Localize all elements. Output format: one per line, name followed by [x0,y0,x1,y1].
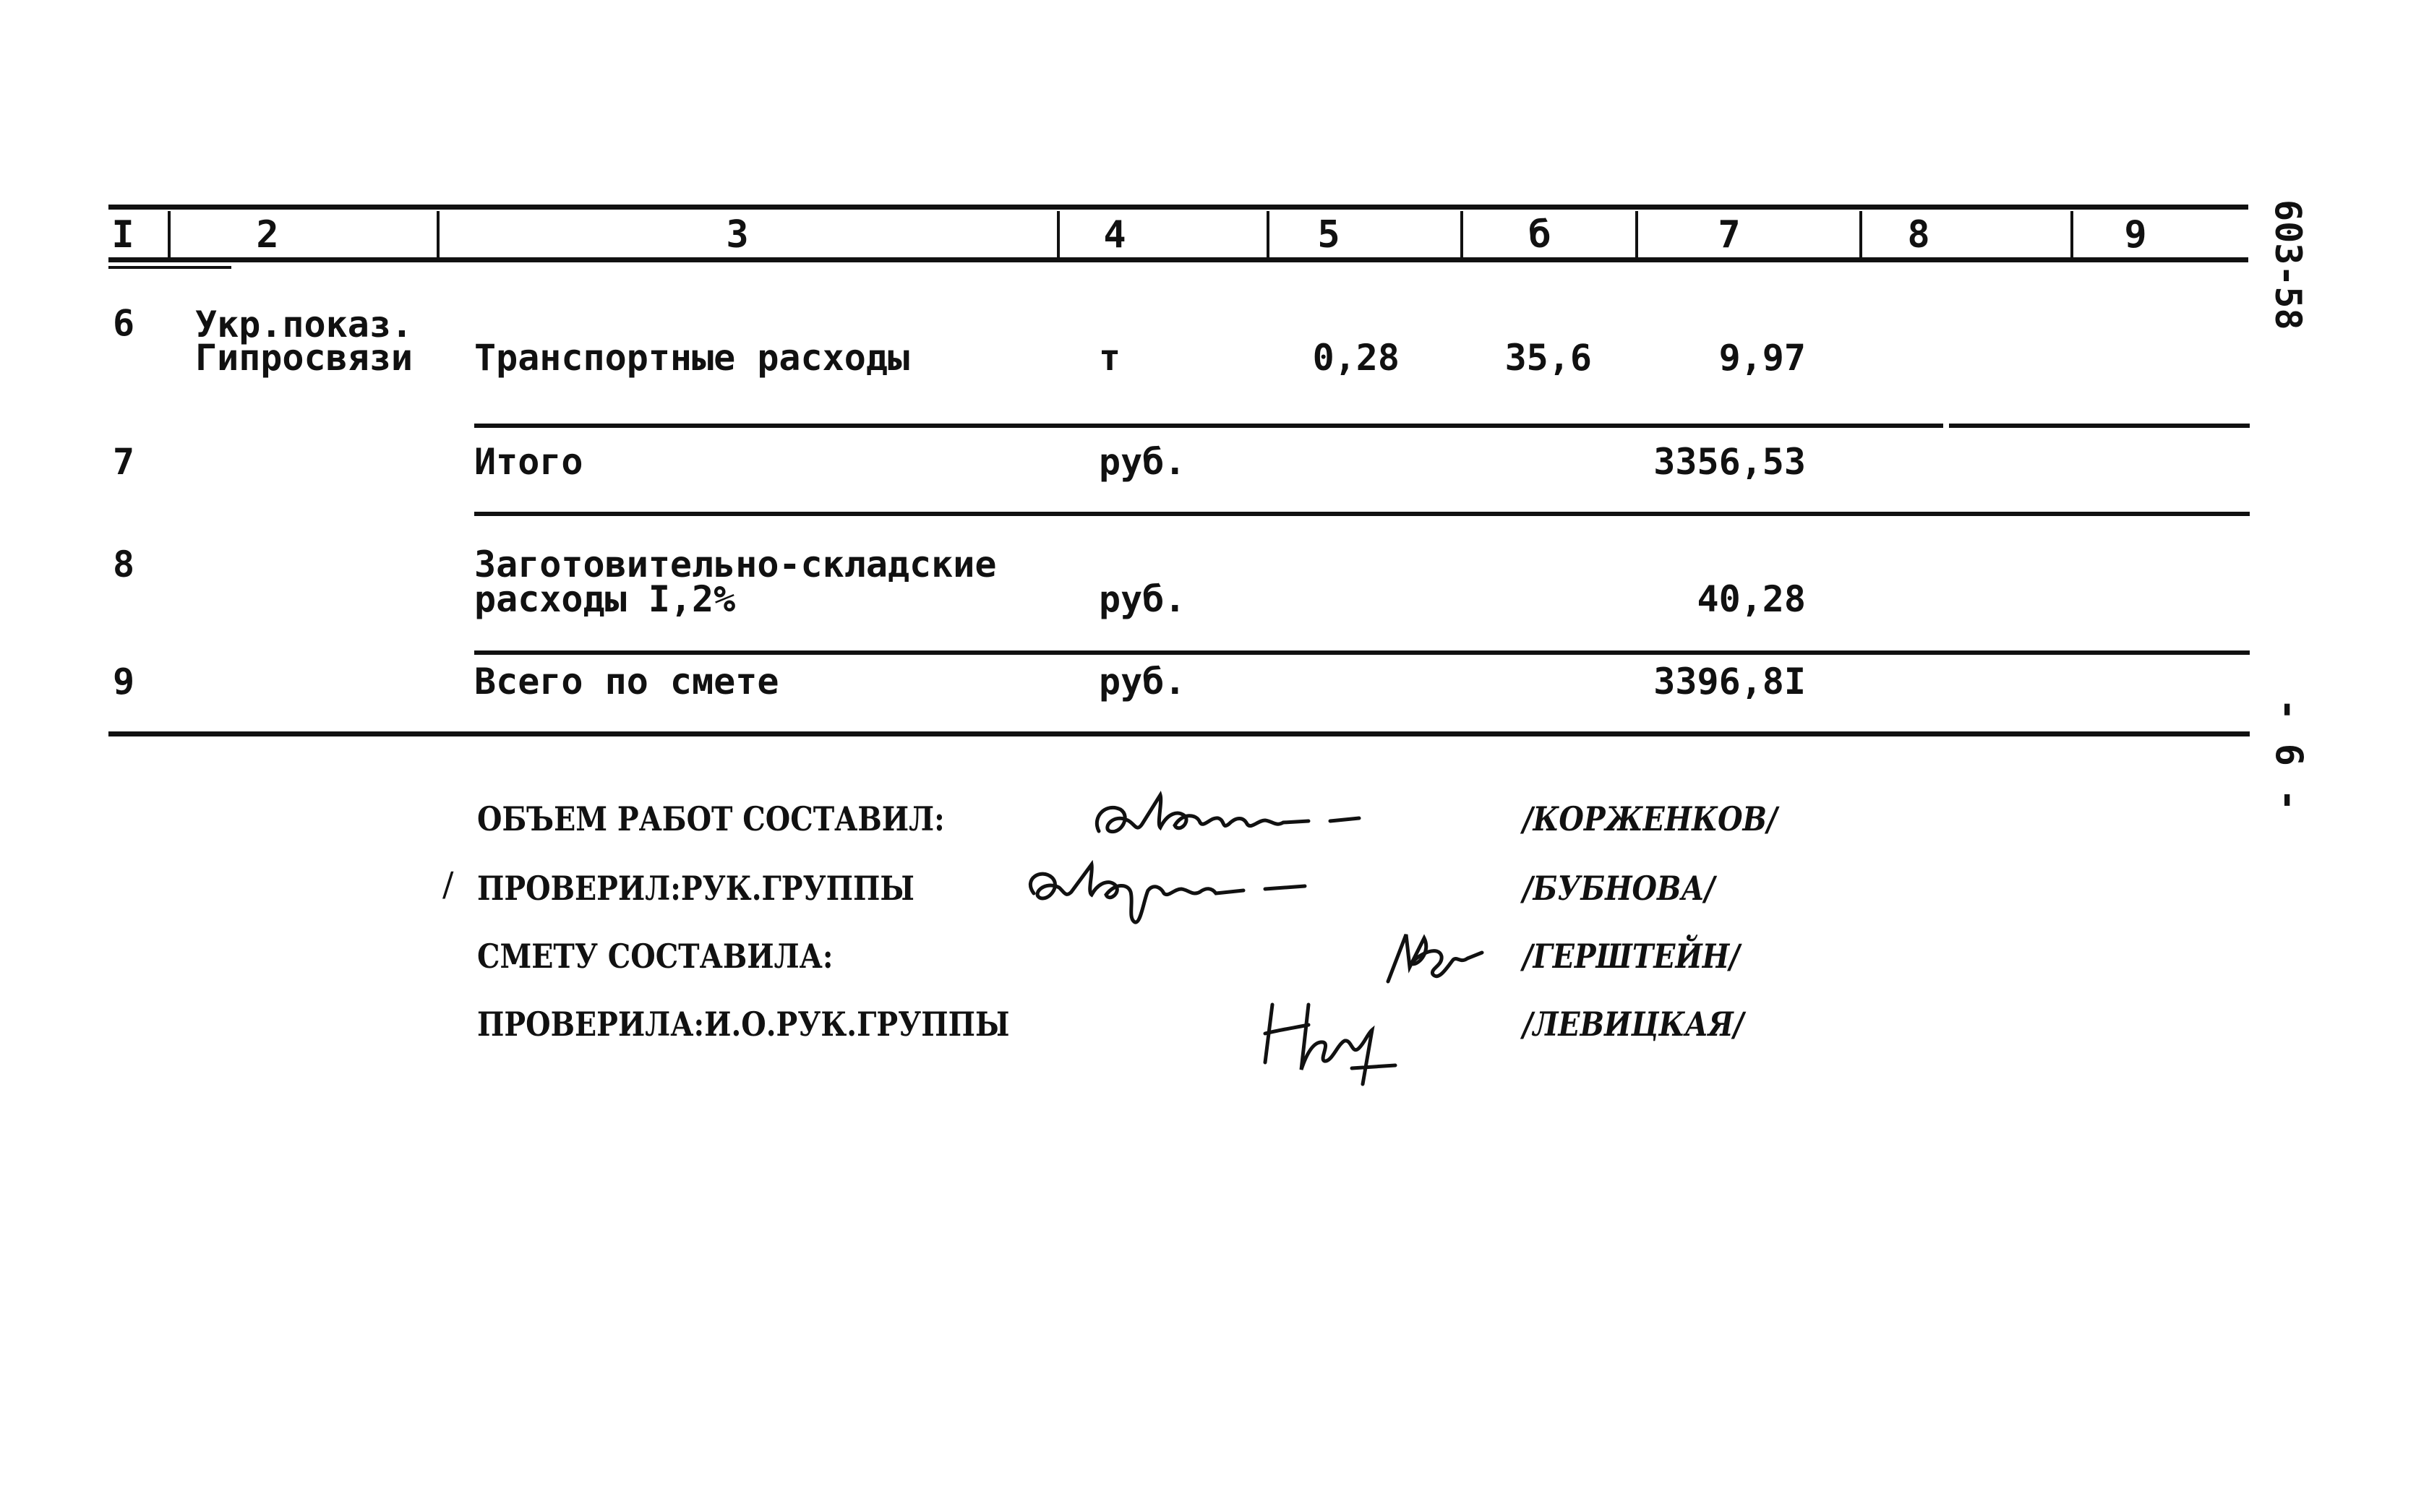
signature-2-scribble [1019,850,1366,937]
row-7-unit: руб. [1099,441,1186,483]
signature-name-4: /ЛЕВИЦКАЯ/ [1522,1005,1744,1044]
header-top-rule [108,205,2248,210]
header-col-4: 4 [1103,213,1126,257]
row-7-rule [474,512,2250,516]
row-8-rule [474,650,2250,655]
row-6-rule-c [1949,424,2250,428]
row-8-total: 40,28 [1697,578,1806,620]
header-col-1: I [111,213,134,257]
row-7-number: 7 [113,441,135,483]
row-6-unit: т [1099,337,1121,379]
signature-1-scribble [1092,781,1410,853]
header-col-8: 8 [1907,213,1930,257]
row-9-number: 9 [113,661,135,703]
row-8-name-line2: расходы I,2% [474,578,736,620]
signature-name-3: /ГЕРШТЕЙН/ [1522,937,1740,976]
row-8-name-line1: Заготовительно-складские [474,544,997,585]
row-8-number: 8 [113,544,135,585]
row-7-name: Итого [474,441,583,483]
header-col-2: 2 [256,213,279,257]
header-divider-3 [1057,211,1060,262]
document-code: 603-58 [2267,199,2309,330]
header-col-5: 5 [1317,213,1340,257]
row-6-rule-a [474,424,1249,428]
header-divider-7 [1859,211,1862,262]
header-col-7: 7 [1718,213,1741,257]
signature-role-4: ПРОВЕРИЛА:И.О.РУК.ГРУППЫ [477,1005,1010,1044]
row-6-basis-line2: Гипросвязи [195,337,414,379]
row-9-total: 3396,8I [1653,661,1806,703]
signature-name-1: /КОРЖЕНКОВ/ [1522,799,1778,838]
signature-role-3: СМЕТУ СОСТАВИЛА: [477,937,834,976]
header-bottom-rule [108,257,2248,262]
row-6-number: 6 [113,302,135,344]
header-col-3: 3 [726,213,749,257]
row-6-name: Транспортные расходы [474,337,910,379]
header-divider-8 [2070,211,2073,262]
row-6-price: 35,6 [1504,337,1592,379]
header-divider-6 [1635,211,1638,262]
signature-name-2: /БУБНОВА/ [1522,869,1715,908]
header-divider-5 [1460,211,1463,262]
header-divider-2 [437,211,440,262]
signature-role-1: ОБЪЕМ РАБОТ СОСТАВИЛ: [477,799,945,838]
row-9-name: Всего по смете [474,661,779,703]
header-divider-1 [168,211,171,262]
row-7-total: 3356,53 [1653,441,1806,483]
header-under-rule [108,266,231,269]
header-divider-4 [1267,211,1269,262]
signature-role-2: ПРОВЕРИЛ:РУК.ГРУППЫ [477,869,914,908]
margin-tick: / [442,864,454,903]
row-6-qty: 0,28 [1312,337,1400,379]
signature-3-scribble [1366,924,1496,996]
table-bottom-rule [108,731,2250,736]
signature-4-scribble [1243,990,1417,1091]
row-9-unit: руб. [1099,661,1186,703]
header-col-9: 9 [2124,213,2147,257]
row-6-total: 9,97 [1718,337,1806,379]
row-6-rule-b [1249,424,1943,428]
page-number: - 6 - [2267,698,2310,812]
row-6-basis-line1: Укр.показ. [195,304,414,345]
header-col-6: б [1528,213,1551,257]
row-8-unit: руб. [1099,578,1186,620]
